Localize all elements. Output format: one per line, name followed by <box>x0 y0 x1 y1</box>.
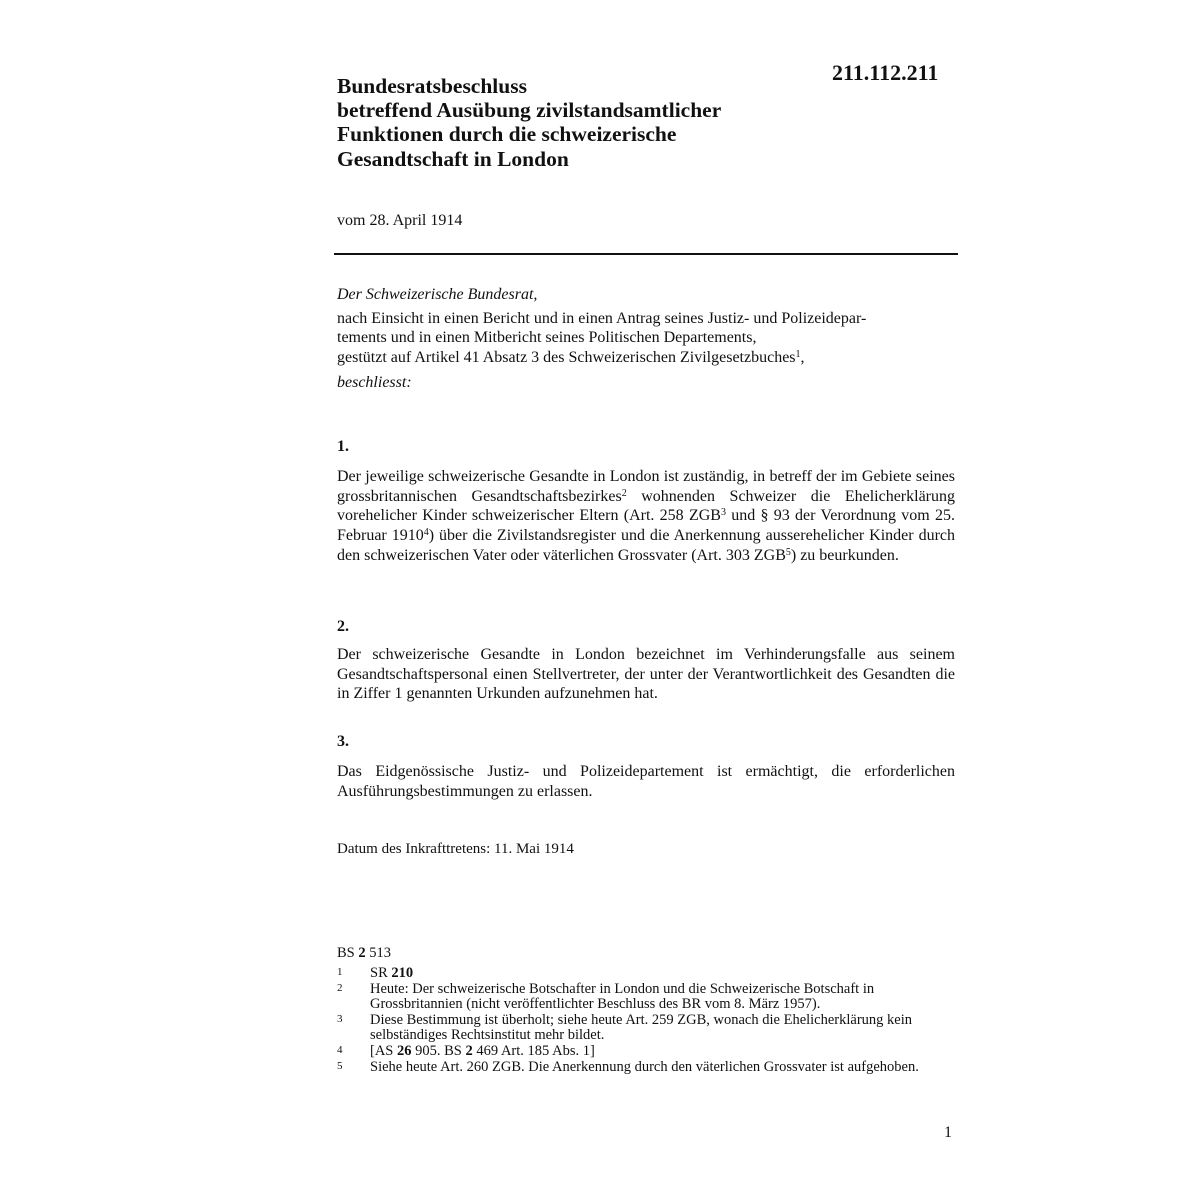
footnote-bold: 26 <box>397 1042 412 1059</box>
text-run: ) zu beurkunden. <box>790 546 899 564</box>
footnote <box>337 982 947 1013</box>
footnote-text: Heute: Der schweizerische Botschafter in London und die Schweizerische Botschaft in Grossbritannien (nicht veröffentlichter Beschluss des BR vom 8. März 1957). <box>370 980 875 1013</box>
source-page: 513 <box>365 945 391 961</box>
footnote-text: Siehe heute Art. 260 ZGB. Die Anerkennung durch den väterlichen Grossvater ist aufgehoben. <box>370 1058 919 1075</box>
footnote-run: 469 Art. 185 Abs. 1] <box>472 1042 595 1059</box>
footnote-run: [AS <box>370 1042 397 1059</box>
footnote-bold: 210 <box>391 965 414 981</box>
footnote-bold: 2 <box>465 1042 473 1059</box>
preamble-decision: beschliesst: <box>337 373 412 391</box>
sr-number: 211.112.211 <box>832 60 939 85</box>
footnote-number: 5 <box>337 1059 343 1072</box>
footnote-text: Diese Bestimmung ist überholt; siehe heute Art. 259 ZGB, wonach die Ehelicherklärung kein selbständiges Rechtsinstitut mehr bildet. <box>370 1011 913 1044</box>
source-volume: 2 <box>358 945 366 961</box>
footnote-text <box>370 1044 947 1060</box>
punctuation: , <box>800 349 805 367</box>
title-line: Bundesratsbeschluss <box>337 74 527 98</box>
title-line: Gesandtschaft in London <box>337 146 569 171</box>
source-reference <box>337 945 391 962</box>
footnote-ref: 3 <box>720 507 726 519</box>
footnotes <box>337 966 947 1075</box>
footnote-prefix: SR <box>370 965 392 981</box>
footnote-ref: 4 <box>423 527 429 539</box>
section-text <box>337 467 955 566</box>
text-run: Der jeweilige schweizerische Gesandte in London ist zuständig, in betreff der im Gebiete seines grossbritannischen Gesandtschaftsbezirkes <box>337 468 955 505</box>
text-run: und § 93 der Verordnung vom 25. Februar 1910 <box>337 507 956 545</box>
title-line: Funktionen durch die schweizerische <box>337 122 677 147</box>
page-number: 1 <box>944 1124 952 1141</box>
section-number: 2. <box>337 618 349 635</box>
document-title <box>337 74 807 171</box>
source-prefix: BS <box>337 945 359 961</box>
footnote-ref: 1 <box>795 349 801 361</box>
footnote-text <box>370 966 947 982</box>
footnote <box>337 1013 947 1044</box>
footnote-number: 4 <box>337 1043 343 1056</box>
preamble-line-text: gestützt auf Artikel 41 Absatz 3 des Schweizerischen Zivilgesetzbuches <box>337 349 796 367</box>
section-text: Der schweizerische Gesandte in London bezeichnet im Verhinderungsfalle aus seinem Gesandtschaftspersonal einen Stellvertreter, der unter der Verantwortlichkeit des Gesandten die in Ziffer 1 genannten Urkunden aufzunehmen hat. <box>337 646 955 703</box>
entry-into-force: Datum des Inkrafttretens: 11. Mai 1914 <box>337 841 574 857</box>
title-line: betreffend Ausübung zivilstandsamtlicher <box>337 98 722 123</box>
footnote-number: 1 <box>337 966 343 978</box>
header-divider <box>334 253 958 255</box>
footnote-number: 2 <box>337 981 343 994</box>
footnote-ref: 5 <box>785 546 791 558</box>
footnote-number: 3 <box>337 1012 343 1025</box>
section-number: 1. <box>337 438 349 455</box>
preamble-line: nach Einsicht in einen Bericht und in einen Antrag seines Justiz- und Polizeidepar- <box>337 309 867 327</box>
section-number: 3. <box>337 733 349 750</box>
preamble <box>337 285 955 393</box>
footnote <box>337 966 947 982</box>
preamble-authority: Der Schweizerische Bundesrat, <box>337 286 538 303</box>
footnote <box>337 1044 947 1060</box>
text-run: ) über die Zivilstandsregister und die Anerkennung ausserehelicher Kinder durch den schweizerischen Vater oder väterlichen Grossvater (Art. 303 ZGB <box>337 527 956 564</box>
footnote-ref: 2 <box>621 487 627 499</box>
footnote <box>337 1060 947 1076</box>
document-date: vom 28. April 1914 <box>337 212 463 229</box>
text-run: wohnenden Schweizer die Ehelicherklärung vorehelicher Kinder schweizerischer Eltern (Art. 258 ZGB <box>337 487 956 525</box>
preamble-line: tements und in einen Mitbericht seines Politischen Departements, <box>337 329 757 347</box>
footnote-run: 905. BS <box>411 1042 466 1059</box>
preamble-line <box>337 348 955 368</box>
section-text: Das Eidgenössische Justiz- und Polizeidepartement ist ermächtigt, die erforderlichen Ausführungsbestimmungen zu erlassen. <box>337 763 955 800</box>
